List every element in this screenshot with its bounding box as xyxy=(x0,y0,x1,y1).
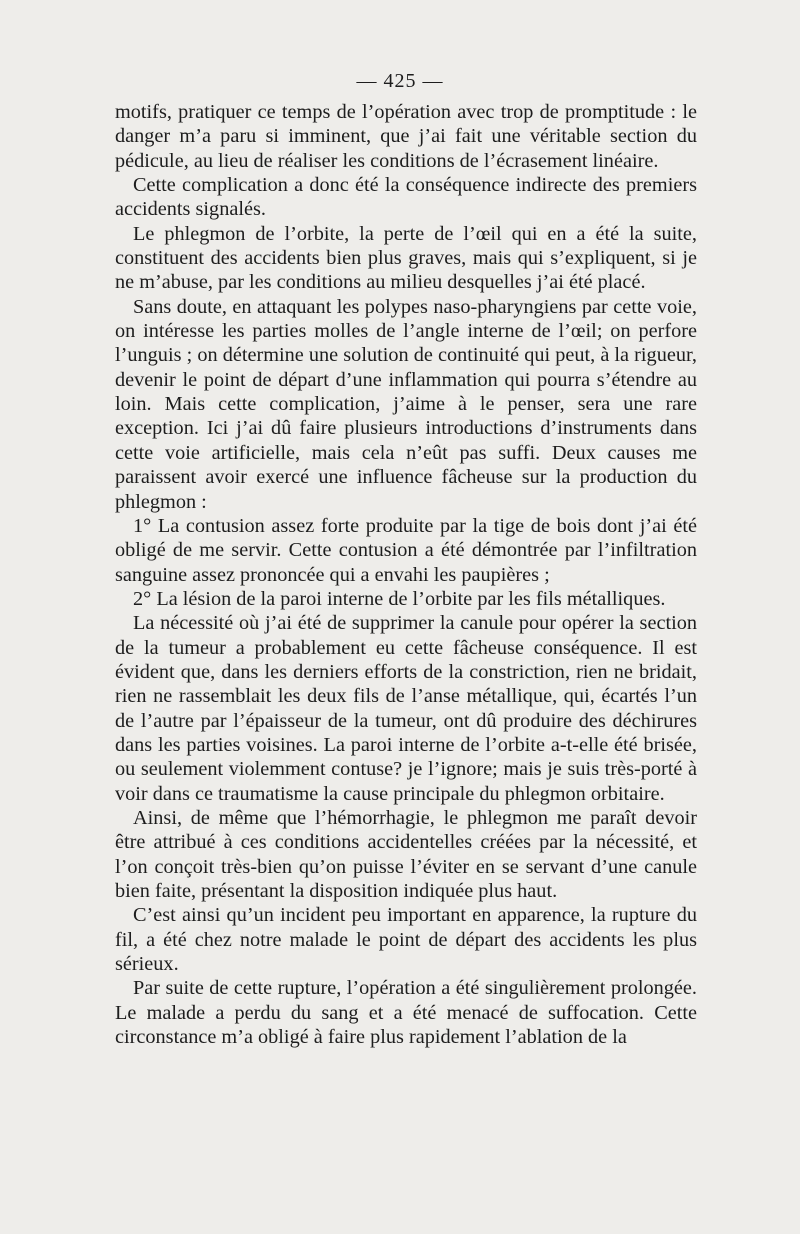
paragraph: La nécessité où j’ai été de supprimer la canule pour opérer la section de la tumeur a probablement eu cette fâcheuse conséquence. Il est évident que, dans les derniers efforts de la constriction, rien ne bridait, rien ne rassemblait les deux fils de l’anse métallique, qui, écartés l’un de l’autre par l’épaisseur de la tumeur, ont dû produire des déchirures dans les parties voisines. La paroi interne de l’orbite a-t-elle été brisée, ou seulement violemment contuse? je l’ignore; mais je suis très-porté à voir dans ce traumatisme la cause principale du phlegmon orbitaire. xyxy=(115,612,697,805)
paragraph: motifs, pratiquer ce temps de l’opération avec trop de promptitude : le danger m’a paru si imminent, que j’ai fait une véritable section du pédicule, au lieu de réaliser les conditions de l’écrasement linéaire. xyxy=(115,101,697,172)
paragraph: Sans doute, en attaquant les polypes naso-pharyngiens par cette voie, on intéresse les parties molles de l’angle interne de l’œil; on perfore l’unguis ; on détermine une solution de continuité qui peut, à la rigueur, devenir le point de départ d’une inflammation qui pourra s’étendre au loin. Mais cette complication, j’aime à le penser, sera une rare exception. Ici j’ai dû faire plusieurs introductions d’instruments dans cette voie artificielle, mais cela n’eût pas suffi. Deux causes me paraissent avoir exercé une influence fâcheuse sur la production du phlegmon : xyxy=(115,295,697,513)
paragraph: Cette complication a donc été la conséquence indirecte des premiers accidents signalés. xyxy=(115,174,697,221)
body-text xyxy=(115,100,697,1049)
paragraph: 2° La lésion de la paroi interne de l’orbite par les fils métalliques. xyxy=(133,587,666,610)
paragraph: Le phlegmon de l’orbite, la perte de l’œil qui en a été la suite, constituent des accidents bien plus graves, mais qui s’expliquent, si je ne m’abuse, par les conditions au milieu desquelles j’ai été placé. xyxy=(115,222,697,294)
paragraph: Ainsi, de même que l’hémorrhagie, le phlegmon me paraît devoir être attribué à ces conditions accidentelles créées par la nécessité, et l’on conçoit très-bien qu’on puisse l’éviter en se servant d’une canule bien faite, présentant la disposition indiquée plus haut. xyxy=(115,806,697,902)
paragraph: Par suite de cette rupture, l’opération a été singulièrement prolongée. Le malade a perdu du sang et a été menacé de suffocation. Cette circonstance m’a obligé à faire plus rapidement l’ablation de la xyxy=(115,977,697,1049)
paragraph: C’est ainsi qu’un incident peu important en apparence, la rupture du fil, a été chez notre malade le point de départ des accidents les plus sérieux. xyxy=(115,904,697,976)
page-number: — 425 — xyxy=(356,70,444,92)
paragraph: 1° La contusion assez forte produite par la tige de bois dont j’ai été obligé de me servir. Cette contusion a été démontrée par l’infiltration sanguine assez prononcée qui a envahi les paupières ; xyxy=(115,514,697,586)
